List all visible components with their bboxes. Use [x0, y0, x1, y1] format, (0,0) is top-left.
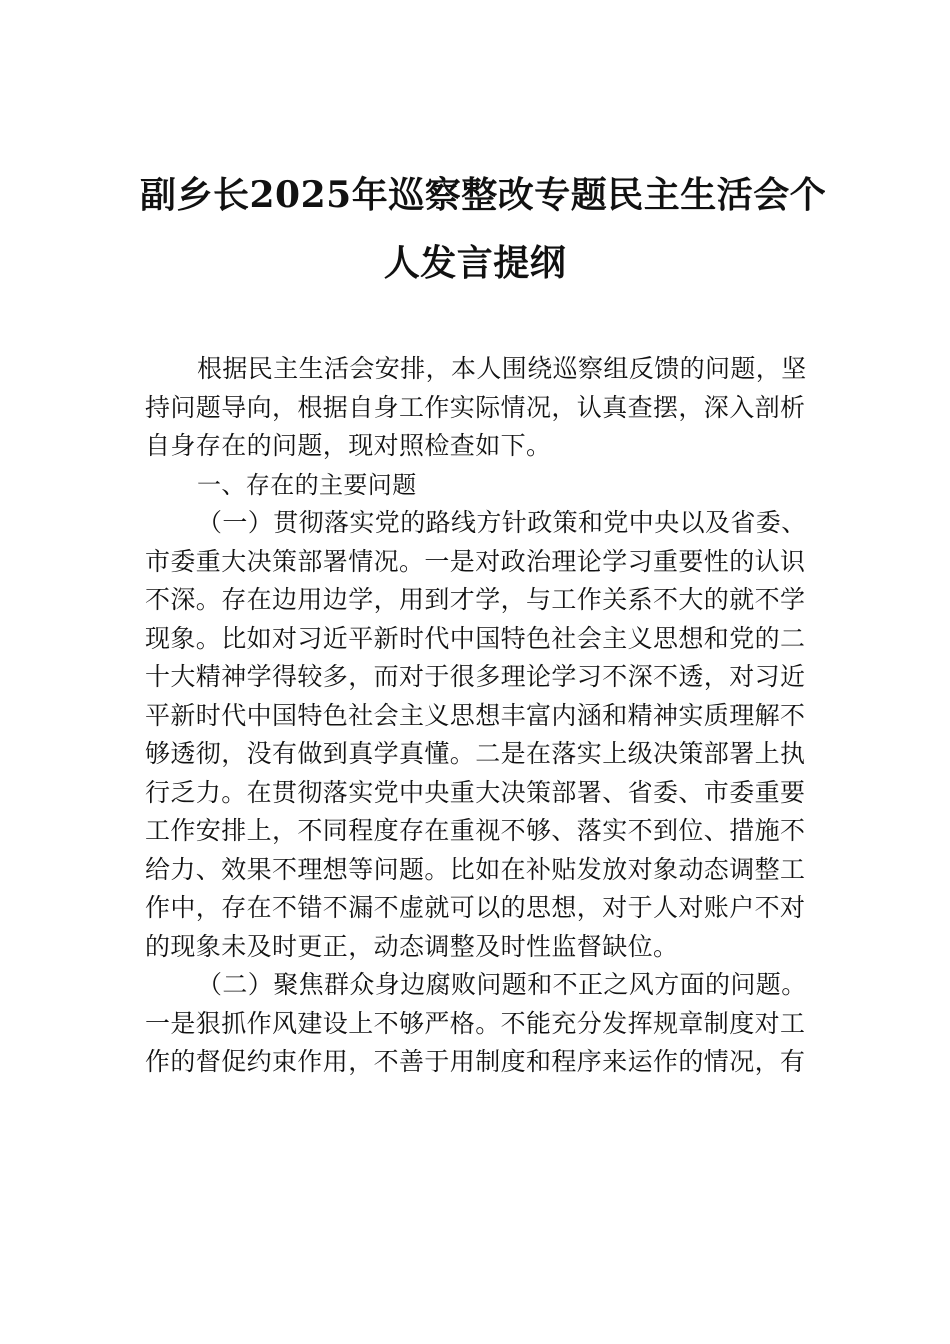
subsection-2-line: 作的督促约束作用，不善于用制度和程序来运作的情况，有 — [145, 1047, 806, 1076]
subsection-2-line: （二）聚焦群众身边腐败问题和不正之风方面的问题。 — [197, 970, 807, 999]
subsection-1-line: 十大精神学得较多，而对于很多理论学习不深不透，对习近 — [145, 662, 806, 691]
subsection-1-line: 市委重大决策部署情况。一是对政治理论学习重要性的认识 — [145, 546, 806, 576]
document-title-line-2: 人发言提纲 — [383, 242, 567, 284]
subsection-1-line: 行乏力。在贯彻落实党中央重大决策部署、省委、市委重要 — [145, 777, 806, 807]
document-title-line-1: 副乡长2025年巡察整改专题民主生活会个 — [140, 174, 827, 216]
document-body — [145, 350, 807, 1082]
subsection-1-line: 不深。存在边用边学，用到才学，与工作关系不大的就不学 — [145, 585, 806, 614]
subsection-1-line: 的现象未及时更正，动态调整及时性监督缺位。 — [145, 931, 679, 961]
paragraph-intro-line: 持问题导向，根据自身工作实际情况，认真查摆，深入剖析 — [145, 392, 806, 422]
subsection-1-line: （一）贯彻落实党的路线方针政策和党中央以及省委、 — [197, 508, 807, 537]
section-heading-1: 一、存在的主要问题 — [197, 470, 417, 499]
subsection-1-line: 现象。比如对习近平新时代中国特色社会主义思想和党的二 — [145, 623, 806, 653]
subsection-1-line: 够透彻，没有做到真学真懂。二是在落实上级决策部署上执 — [145, 739, 806, 768]
subsection-1-line: 作中，存在不错不漏不虚就可以的思想，对于人对账户不对 — [145, 893, 806, 922]
subsection-1-line: 平新时代中国特色社会主义思想丰富内涵和精神实质理解不 — [145, 700, 806, 730]
paragraph-intro-line: 自身存在的问题，现对照检查如下。 — [145, 431, 552, 460]
subsection-1-line: 给力、效果不理想等问题。比如在补贴发放对象动态调整工 — [145, 854, 806, 884]
subsection-1-line: 工作安排上，不同程度存在重视不够、落实不到位、措施不 — [145, 816, 806, 845]
subsection-2-line: 一是狠抓作风建设上不够严格。不能充分发挥规章制度对工 — [145, 1008, 806, 1038]
paragraph-intro-line: 根据民主生活会安排，本人围绕巡察组反馈的问题，坚 — [197, 354, 807, 383]
